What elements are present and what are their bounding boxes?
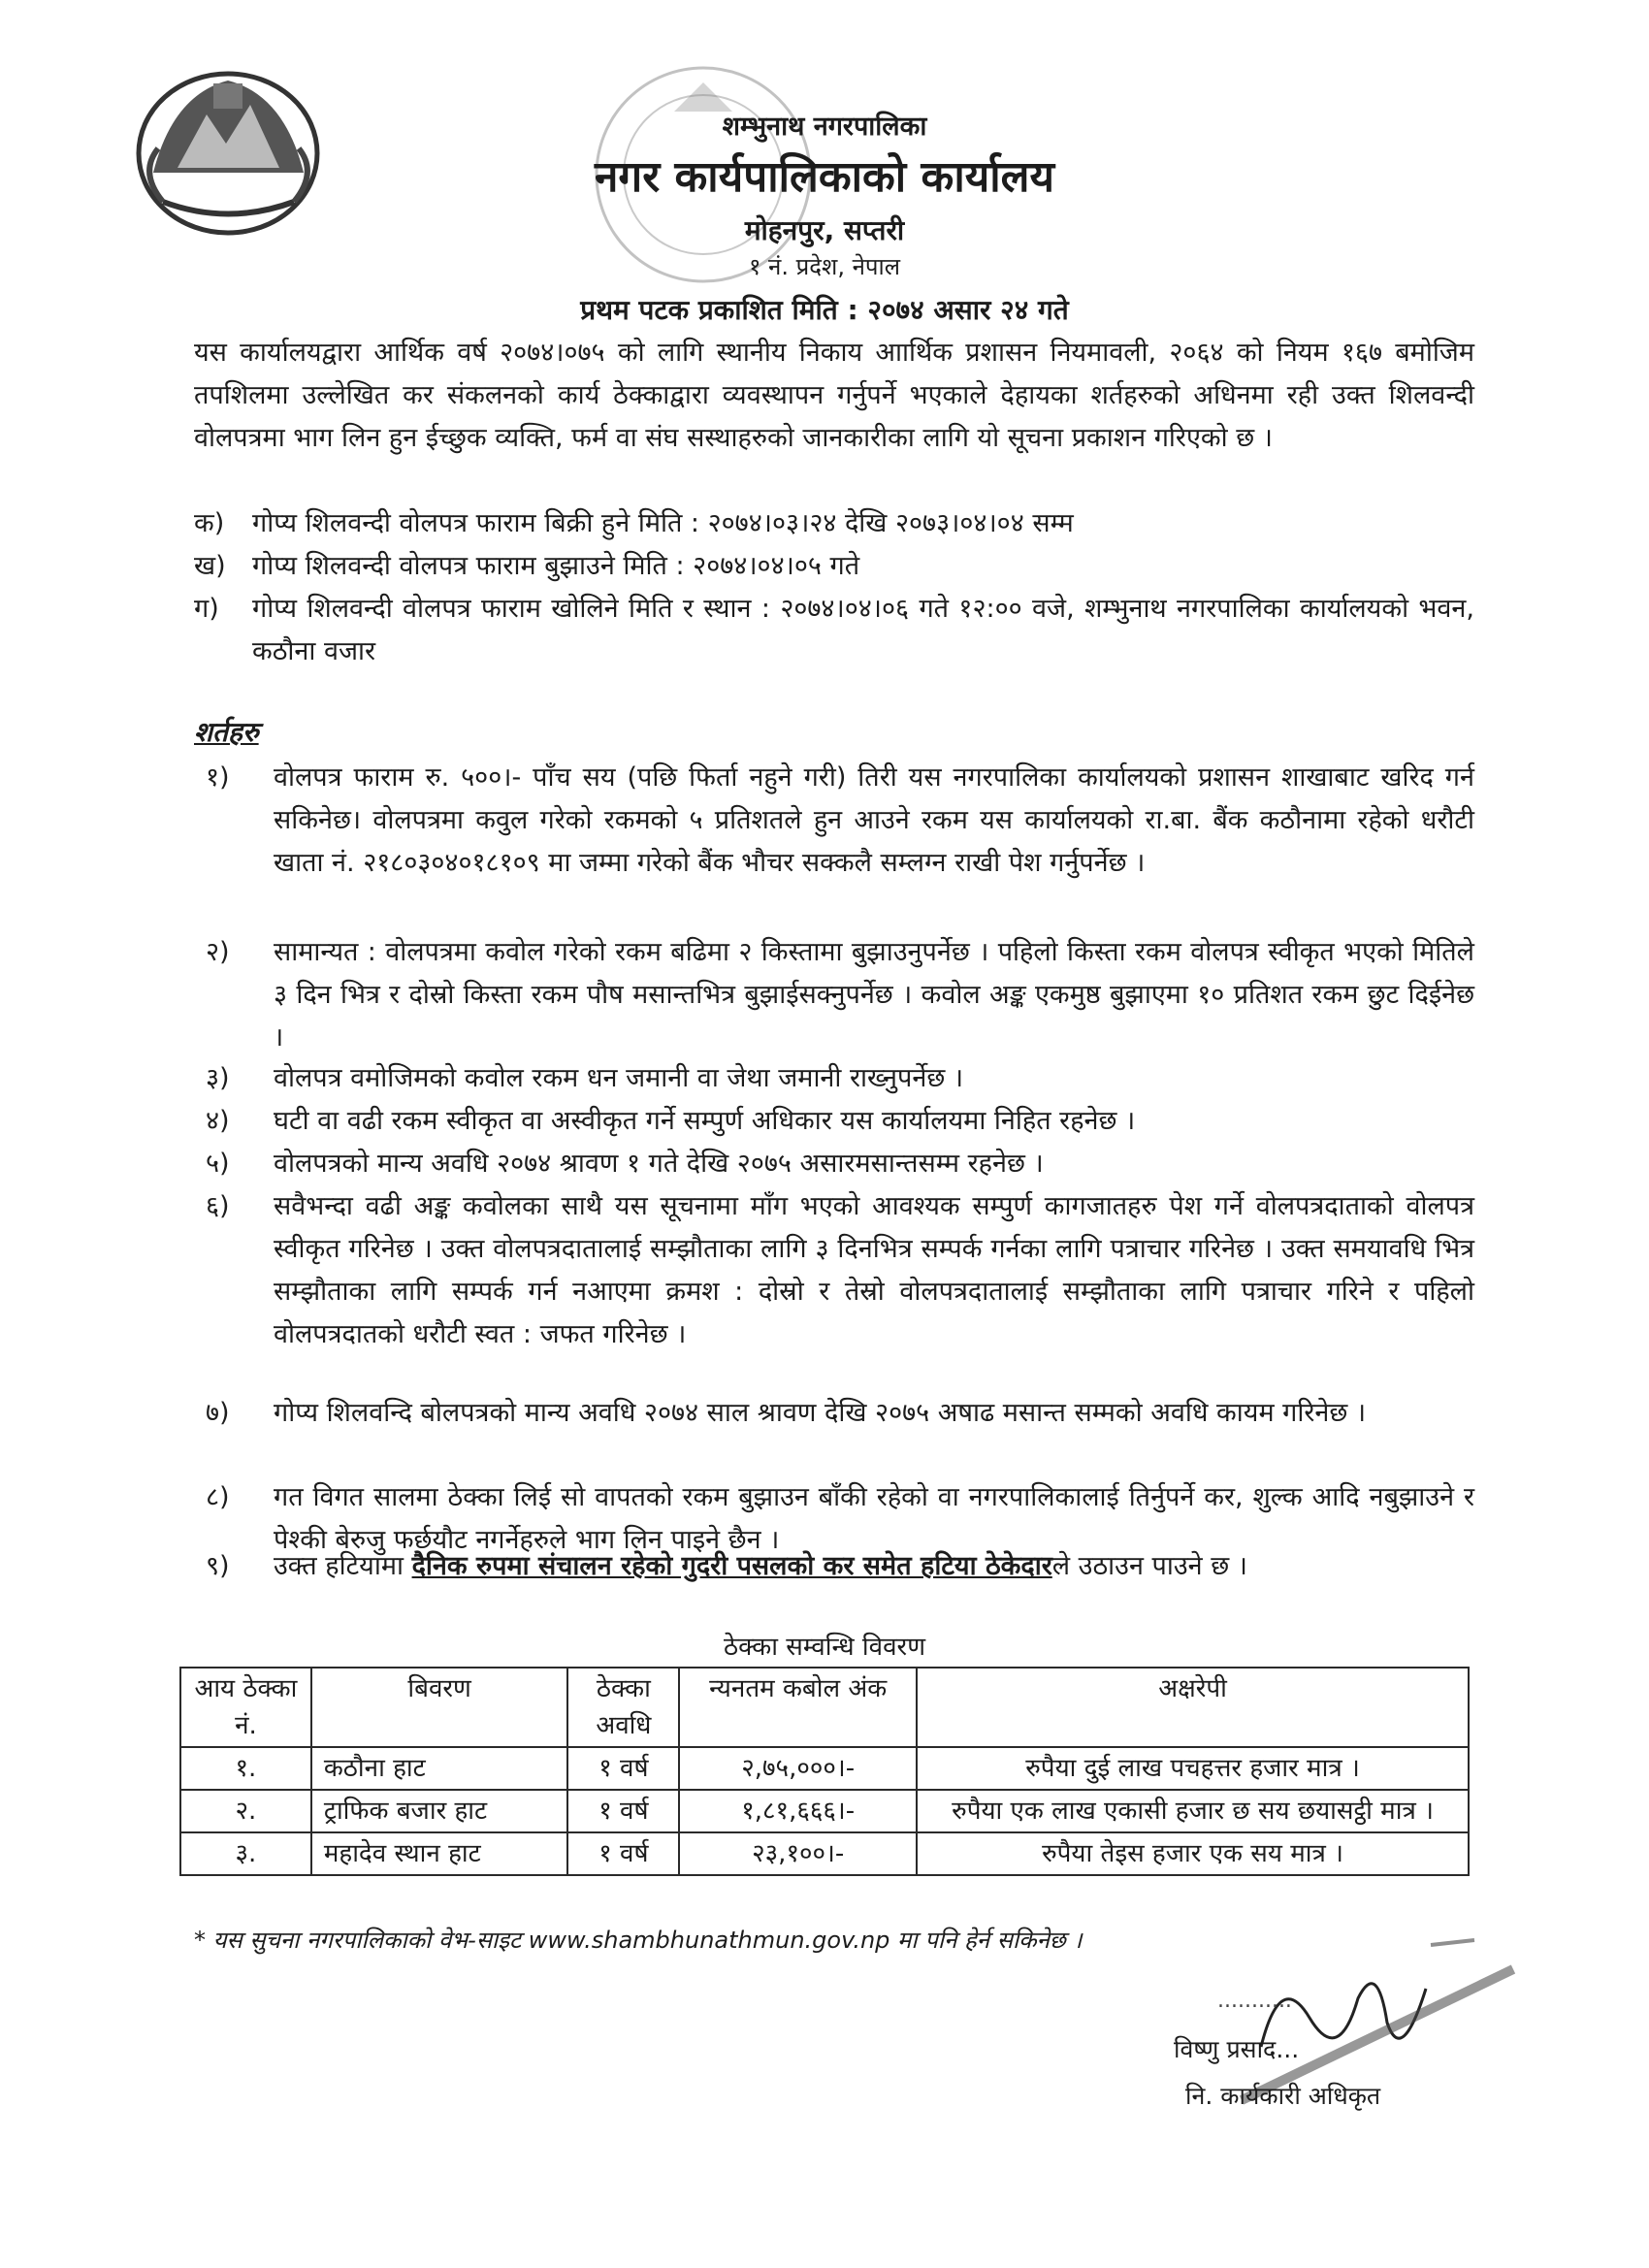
date-text: गोप्य शिलवन्दी वोलपत्र फाराम बिक्री हुने मिति : २०७४।०३।२४ देखि २०७३।०४।०४ सम्म: [252, 508, 1074, 538]
column-header: आय ठेक्का नं.: [180, 1668, 311, 1747]
condition-number: ६): [206, 1191, 230, 1221]
condition-number: ४): [206, 1106, 230, 1136]
table-cell: २,७५,०००।-: [679, 1747, 917, 1790]
table-cell: रुपैया तेइस हजार एक सय मात्र ।: [917, 1832, 1469, 1875]
office-location: मोहनपुर, सप्तरी: [744, 214, 905, 246]
municipality-name: शम्भुनाथ नगरपालिका: [722, 112, 927, 142]
table-cell: रुपैया दुई लाख पचहत्तर हजार मात्र ।: [917, 1747, 1469, 1790]
condition-text: गोप्य शिलवन्दि बोलपत्रको मान्य अवधि २०७४ साल श्रावण देखि २०७५ अषाढ मसान्त सम्मको अवधि कायम गरिनेछ ।: [274, 1398, 1367, 1428]
condition-number: ९): [206, 1551, 230, 1581]
date-marker: ख): [194, 551, 226, 581]
website-footnote: * यस सुचना नगरपालिकाको वेभ-साइट www.shambhunathmun.gov.np मा पनि हेर्न सकिनेछ ।: [194, 1927, 1083, 1954]
condition-number: ५): [206, 1149, 230, 1179]
signature-line: ...........: [1217, 1989, 1292, 2013]
condition-text: वोलपत्र फाराम रु. ५००।- पाँच सय (पछि फिर्ता नहुने गरी) तिरी यस नगरपालिका कार्यालयको प्रशासन शाखाबाट खरिद गर्न सकिनेछ। वोलपत्रमा कवुल गरेको रकमको ५ प्रतिशतले हुन आउने रकम यस कार्यालयको रा.बा. बैंक कठौनामा रहेको धरौटी खाता नं. २१८०३०४०१८१०९ मा जम्मा गरेको बैंक भौचर सक्कलै सम्लग्न राखी पेश गर्नुपर्नेछ ।: [274, 762, 1474, 878]
date-item-ka: [194, 502, 1474, 545]
signatory-designation: नि. कार्यकारी अधिकृत: [1185, 2082, 1381, 2110]
table-cell: १ वर्ष: [567, 1832, 679, 1875]
table-cell: कठौना हाट: [311, 1747, 568, 1790]
contract-details-table: [179, 1667, 1470, 1876]
date-marker: ग): [194, 594, 219, 624]
conditions-heading: शर्तहरु: [194, 716, 259, 748]
column-header: ठेक्का अवधि: [567, 1668, 679, 1747]
condition-text: घटी वा वढी रकम स्वीकृत वा अस्वीकृत गर्ने सम्पुर्ण अधिकार यस कार्यालयमा निहित रहनेछ ।: [274, 1106, 1136, 1136]
condition-text-pre: उक्त हटियामा: [274, 1551, 412, 1581]
date-text: गोप्य शिलवन्दी वोलपत्र फाराम खोलिने मिति र स्थान : २०७४।०४।०६ गते १२:०० वजे, शम्भुनाथ नगरपालिका कार्यालयको भवन, कठौना वजार: [252, 594, 1474, 666]
table-cell: महादेव स्थान हाट: [311, 1832, 568, 1875]
condition-text: वोलपत्रको मान्य अवधि २०७४ श्रावण १ गते देखि २०७५ असारमसान्तसम्म रहनेछ ।: [274, 1149, 1044, 1179]
condition-number: २): [206, 937, 230, 967]
condition-text: सामान्यत : वोलपत्रमा कवोल गरेको रकम बढिमा २ किस्तामा बुझाउनुपर्नेछ । पहिलो किस्ता रकम वोलपत्र स्वीकृत भएको मितिले ३ दिन भित्र र दोस्रो किस्ता रकम पौष मसान्तभित्र बुझाईसक्नुपर्नेछ । कवोल अङ्क एकमुष्ठ बुझाएमा १० प्रतिशत रकम छुट दिईनेछ ।: [274, 937, 1474, 1053]
condition-number: ८): [206, 1482, 230, 1512]
condition-text-bold: दैनिक रुपमा संचालन रहेको गुदरी पसलको कर समेत हटिया ठेकेदार: [411, 1551, 1052, 1581]
table-row: [180, 1790, 1469, 1832]
office-name: नगर कार्यपालिकाको कार्यालय: [595, 152, 1054, 202]
intro-paragraph: यस कार्यालयद्वारा आर्थिक वर्ष २०७४।०७५ को लागि स्थानीय निकाय आार्थिक प्रशासन नियमावली, २०६४ को नियम १६७ बमोजिम तपशिलमा उल्लेखित कर संकलनको कार्य ठेक्काद्वारा व्यवस्थापन गर्नुपर्ने भएकाले देहायका शर्तहरुको अधिनमा रही उक्त शिलवन्दी वोलपत्रमा भाग लिन हुन ईच्छुक व्यक्ति, फर्म वा संघ सस्थाहरुको जानकारीका लागि यो सूचना प्रकाशन गरिएको छ ।: [194, 338, 1474, 453]
table-cell: ३.: [180, 1832, 311, 1875]
date-marker: क): [194, 508, 225, 538]
table-cell: २.: [180, 1790, 311, 1832]
condition-number: ७): [206, 1398, 230, 1428]
condition-number: ३): [206, 1063, 230, 1093]
table-cell: १ वर्ष: [567, 1790, 679, 1832]
table-cell: ट्राफिक बजार हाट: [311, 1790, 568, 1832]
date-item-ga: [194, 588, 1474, 666]
condition-text: गत विगत सालमा ठेक्का लिई सो वापतको रकम बुझाउन बाँकी रहेको वा नगरपालिकालाई तिर्नुपर्ने कर, शुल्क आदि नबुझाउने र पेश्की बेरुजु फर्छयौट नगर्नेहरुले भाग लिन पाइने छैन ।: [274, 1482, 1474, 1555]
date-item-kha: [194, 545, 1474, 588]
column-header: बिवरण: [311, 1668, 568, 1747]
column-header: न्यनतम कबोल अंक: [679, 1668, 917, 1747]
column-header: अक्षरेपी: [917, 1668, 1469, 1747]
table-row: [180, 1832, 1469, 1875]
table-row: [180, 1747, 1469, 1790]
table-cell: २३,१००।-: [679, 1832, 917, 1875]
province-line: १ नं. प्रदेश, नेपाल: [748, 253, 901, 280]
table-title: ठेक्का सम्वन्धि विवरण: [724, 1633, 925, 1662]
condition-number: १): [206, 762, 230, 793]
published-date: प्रथम पटक प्रकाशित मिति : २०७४ असार २४ गते: [580, 294, 1069, 326]
table-cell: १,८१,६६६।-: [679, 1790, 917, 1832]
date-text: गोप्य शिलवन्दी वोलपत्र फाराम बुझाउने मिति : २०७४।०४।०५ गते: [252, 551, 860, 581]
signatory-name: विष्णु प्रसाद...: [1174, 2035, 1300, 2063]
condition-text-post: ले उठाउन पाउने छ ।: [1051, 1551, 1247, 1581]
condition-text: वोलपत्र वमोजिमको कवोल रकम धन जमानी वा जेथा जमानी राख्नुपर्नेछ ।: [274, 1063, 964, 1093]
condition-text: सवैभन्दा वढी अङ्क कवोलका साथै यस सूचनामा माँग भएको आवश्यक सम्पुर्ण कागजातहरु पेश गर्ने वोलपत्रदाताको वोलपत्र स्वीकृत गरिनेछ । उक्त वोलपत्रदातालाई सम्झौताका लागि ३ दिनभित्र सम्पर्क गर्नका लागि पत्राचार गरिनेछ । उक्त समयावधि भित्र सम्झौताका लागि सम्पर्क गर्न नआएमा क्रमश : दोस्रो र तेस्रो वोलपत्रदातालाई सम्झौताका लागि पत्राचार गरिने र पहिलो वोलपत्रदातको धरौटी स्वत : जफत गरिनेछ ।: [274, 1191, 1474, 1349]
condition-text: [274, 1545, 1474, 1588]
table-cell: १.: [180, 1747, 311, 1790]
table-cell: १ वर्ष: [567, 1747, 679, 1790]
table-cell: रुपैया एक लाख एकासी हजार छ सय छयासट्ठी मात्र ।: [917, 1790, 1469, 1832]
table-header-row: [180, 1668, 1469, 1747]
